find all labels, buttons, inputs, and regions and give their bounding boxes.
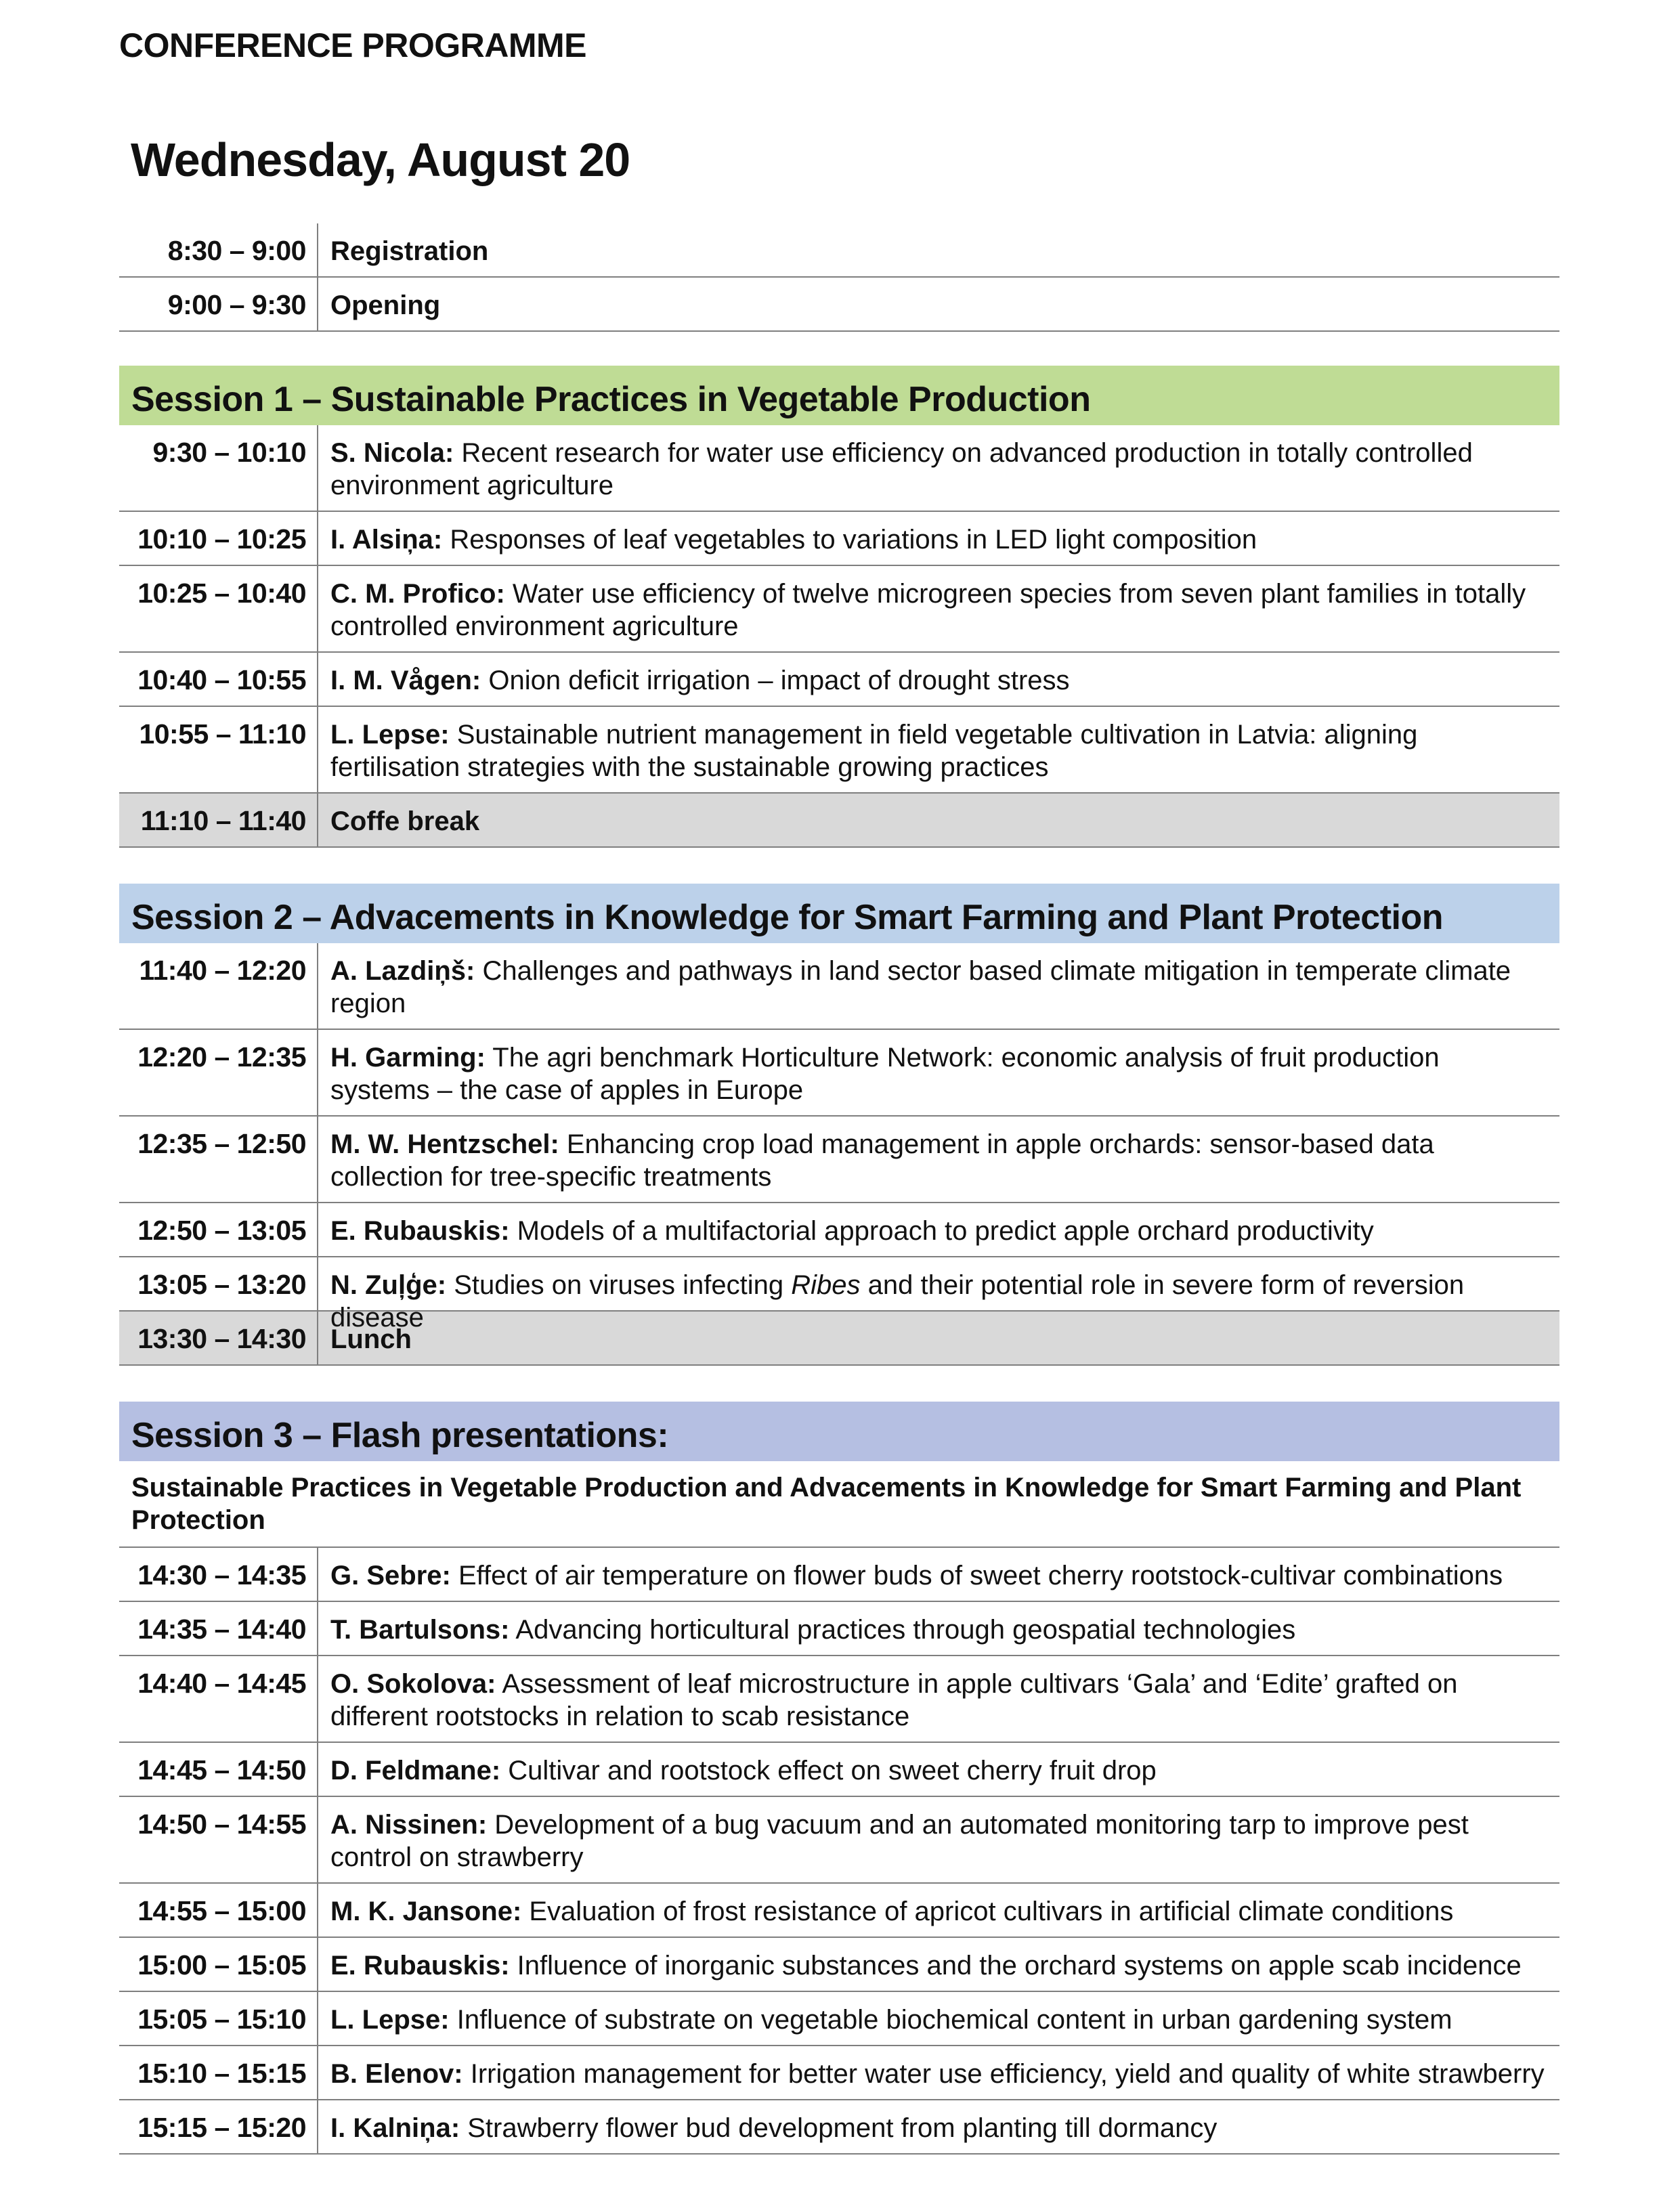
talk-title: Development of a bug vacuum and an automated monitoring tarp to improve pest control on strawberry bbox=[330, 1810, 1469, 1872]
talk-title: and their potential role in severe form of reversion disease bbox=[330, 1270, 1465, 1333]
talk-row bbox=[119, 1203, 1559, 1257]
speaker: I. Alsiņa: bbox=[330, 525, 443, 555]
talk-title: Evaluation of frost resistance of apricot cultivars in artificial climate conditions bbox=[521, 1897, 1454, 1926]
time-slot: 13:05 – 13:20 bbox=[119, 1257, 318, 1310]
coffee-break-row bbox=[119, 794, 1559, 848]
speaker: B. Elenov: bbox=[330, 2059, 463, 2089]
time-slot: 11:10 – 11:40 bbox=[119, 794, 318, 846]
time-slot: 14:50 – 14:55 bbox=[119, 1797, 318, 1882]
talk-title: Onion deficit irrigation – impact of drought stress bbox=[481, 666, 1070, 695]
talk-title: Recent research for water use efficiency on advanced production in totally controlled environment agriculture bbox=[330, 438, 1473, 500]
session-3-subtitle: Sustainable Practices in Vegetable Production and Advacements in Knowledge for Smart Farming and Plant Protection bbox=[119, 1461, 1559, 1548]
time-slot: 14:55 – 15:00 bbox=[119, 1884, 318, 1937]
speaker: A. Lazdiņš: bbox=[330, 956, 475, 986]
talk-row bbox=[119, 653, 1559, 707]
talk-row bbox=[119, 1030, 1559, 1117]
session-3 bbox=[119, 1402, 1559, 2155]
lunch-row bbox=[119, 1312, 1559, 1366]
talk-row bbox=[119, 1548, 1559, 1602]
time-slot: 14:40 – 14:45 bbox=[119, 1656, 318, 1741]
time-slot: 12:20 – 12:35 bbox=[119, 1030, 318, 1115]
time-slot: 10:55 – 11:10 bbox=[119, 707, 318, 792]
talk-row bbox=[119, 1797, 1559, 1884]
time-slot: 12:35 – 12:50 bbox=[119, 1117, 318, 1202]
talk-row bbox=[119, 1602, 1559, 1656]
speaker: C. M. Profico: bbox=[330, 579, 505, 609]
speaker: S. Nicola: bbox=[330, 438, 454, 468]
speaker: T. Bartulsons: bbox=[330, 1615, 510, 1645]
talk-title: Challenges and pathways in land sector based climate mitigation in temperate climate region bbox=[330, 956, 1511, 1018]
speaker: O. Sokolova: bbox=[330, 1669, 496, 1699]
talk-title: Enhancing crop load management in apple orchards: sensor-based data collection for tree-specific treatments bbox=[330, 1129, 1434, 1192]
time-slot: 15:15 – 15:20 bbox=[119, 2100, 318, 2153]
talk-row bbox=[119, 1884, 1559, 1938]
talk-row bbox=[119, 512, 1559, 566]
speaker: E. Rubauskis: bbox=[330, 1216, 510, 1246]
talk-row bbox=[119, 1743, 1559, 1797]
item-label: Registration bbox=[330, 236, 489, 266]
talk-title: Cultivar and rootstock effect on sweet cherry fruit drop bbox=[500, 1756, 1157, 1786]
time-slot: 10:40 – 10:55 bbox=[119, 653, 318, 706]
talk-title: Influence of inorganic substances and the orchard systems on apple scab incidence bbox=[509, 1951, 1522, 1981]
talk-row bbox=[119, 425, 1559, 512]
day-title: Wednesday, August 20 bbox=[131, 133, 630, 186]
talk-title: Effect of air temperature on flower buds of sweet cherry rootstock-cultivar combinations bbox=[450, 1561, 1503, 1591]
speaker: E. Rubauskis: bbox=[330, 1951, 510, 1981]
talk-row bbox=[119, 707, 1559, 794]
talk-title: Influence of substrate on vegetable biochemical content in urban gardening system bbox=[449, 2005, 1452, 2035]
talk-row bbox=[119, 566, 1559, 653]
opening-block bbox=[119, 223, 1559, 332]
speaker: N. Zuļģe: bbox=[330, 1270, 447, 1300]
speaker: G. Sebre: bbox=[330, 1561, 451, 1591]
time-slot: 14:45 – 14:50 bbox=[119, 1743, 318, 1796]
time-slot: 14:30 – 14:35 bbox=[119, 1548, 318, 1601]
time-slot: 14:35 – 14:40 bbox=[119, 1602, 318, 1655]
talk-row bbox=[119, 1938, 1559, 1992]
time-slot: 15:00 – 15:05 bbox=[119, 1938, 318, 1991]
talk-row bbox=[119, 2100, 1559, 2155]
speaker: H. Garming: bbox=[330, 1043, 486, 1073]
time-slot: 15:10 – 15:15 bbox=[119, 2046, 318, 2099]
session-1 bbox=[119, 366, 1559, 848]
talk-row bbox=[119, 2046, 1559, 2100]
session-2 bbox=[119, 884, 1559, 1366]
time-slot: 12:50 – 13:05 bbox=[119, 1203, 318, 1256]
speaker: M. W. Hentzschel: bbox=[330, 1129, 559, 1159]
item-label: Opening bbox=[330, 290, 441, 320]
speaker: D. Feldmane: bbox=[330, 1756, 501, 1786]
speaker: I. M. Vågen: bbox=[330, 666, 481, 695]
break-label: Lunch bbox=[330, 1324, 412, 1354]
talk-title: Studies on viruses infecting bbox=[446, 1270, 792, 1300]
talk-title: Strawberry flower bud development from planting till dormancy bbox=[460, 2113, 1218, 2143]
speaker: I. Kalniņa: bbox=[330, 2113, 460, 2143]
talk-title: Irrigation management for better water use efficiency, yield and quality of white strawberry bbox=[462, 2059, 1545, 2089]
talk-title: Responses of leaf vegetables to variations in LED light composition bbox=[442, 525, 1257, 555]
talk-title: Assessment of leaf microstructure in apple cultivars ‘Gala’ and ‘Edite’ grafted on different rootstocks in relation to scab resistance bbox=[330, 1669, 1458, 1731]
schedule-row bbox=[119, 278, 1559, 332]
talk-row bbox=[119, 943, 1559, 1030]
talk-row bbox=[119, 1992, 1559, 2046]
time-slot: 9:30 – 10:10 bbox=[119, 425, 318, 511]
session-1-title: Session 1 – Sustainable Practices in Vegetable Production bbox=[119, 366, 1559, 425]
schedule-row bbox=[119, 223, 1559, 278]
page-header: CONFERENCE PROGRAMME bbox=[119, 26, 587, 64]
session-2-title: Session 2 – Advacements in Knowledge for Smart Farming and Plant Protection bbox=[119, 884, 1559, 943]
time-slot: 10:25 – 10:40 bbox=[119, 566, 318, 651]
talk-title: Advancing horticultural practices through geospatial technologies bbox=[509, 1615, 1296, 1645]
time-slot: 9:00 – 9:30 bbox=[119, 278, 318, 330]
speaker: L. Lepse: bbox=[330, 2005, 450, 2035]
talk-title: The agri benchmark Horticulture Network: economic analysis of fruit production systems – the case of apples in Europe bbox=[330, 1043, 1440, 1105]
time-slot: 15:05 – 15:10 bbox=[119, 1992, 318, 2045]
speaker: M. K. Jansone: bbox=[330, 1897, 522, 1926]
talk-title-italic: Ribes bbox=[791, 1270, 861, 1300]
session-3-title: Session 3 – Flash presentations: bbox=[119, 1402, 1559, 1461]
time-slot: 13:30 – 14:30 bbox=[119, 1312, 318, 1364]
speaker: L. Lepse: bbox=[330, 720, 450, 750]
speaker: A. Nissinen: bbox=[330, 1810, 488, 1840]
talk-row bbox=[119, 1117, 1559, 1203]
talk-title: Water use efficiency of twelve microgreen species from seven plant families in totally controlled environment agriculture bbox=[330, 579, 1526, 641]
time-slot: 11:40 – 12:20 bbox=[119, 943, 318, 1029]
talk-row bbox=[119, 1656, 1559, 1743]
time-slot: 8:30 – 9:00 bbox=[119, 223, 318, 276]
break-label: Coffe break bbox=[330, 806, 480, 836]
time-slot: 10:10 – 10:25 bbox=[119, 512, 318, 565]
talk-title: Models of a multifactorial approach to predict apple orchard productivity bbox=[509, 1216, 1374, 1246]
talk-row bbox=[119, 1257, 1559, 1333]
talk-title: Sustainable nutrient management in field vegetable cultivation in Latvia: aligning fertilisation strategies with the sustainable growing practices bbox=[330, 720, 1418, 782]
